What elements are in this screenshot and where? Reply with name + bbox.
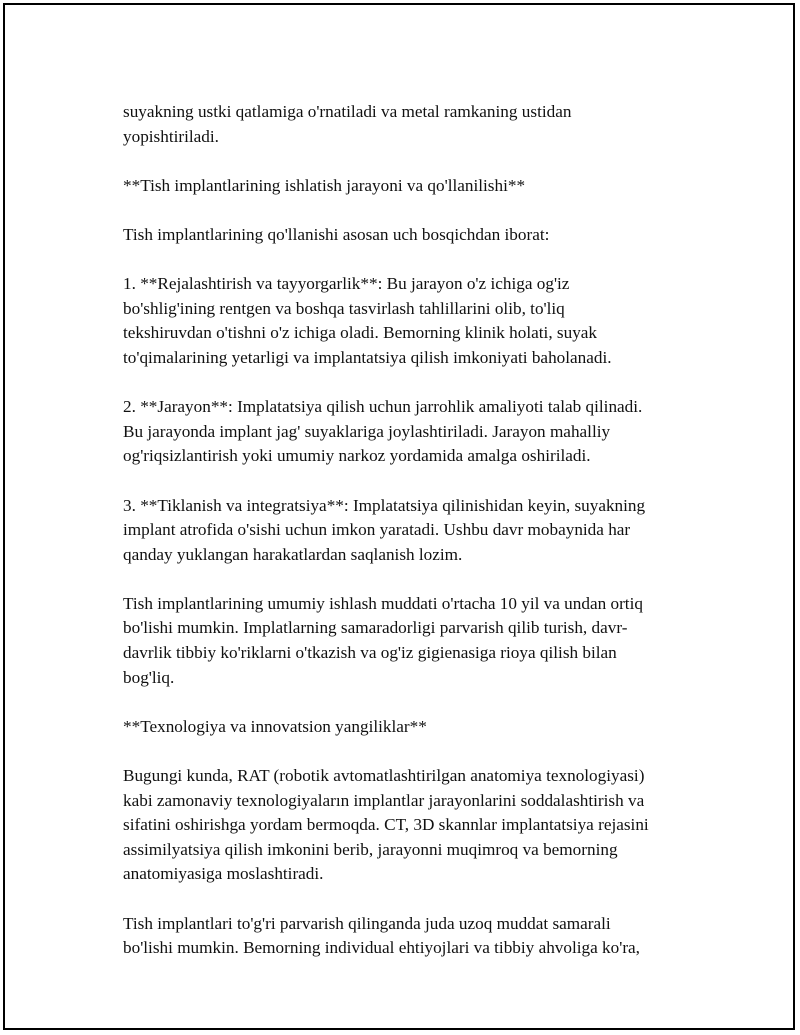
list-item-procedure: 2. **Jarayon**: Implatatsiya qilish uchun jarrohlik amaliyoti talab qilinadi. Bu jarayonda implant jag' suyaklariga joylashtiriladi. Jarayon mahalliy og'riqsizlantirish yoki umumiy narkoz yordamida amalga oshiriladi. — [123, 397, 643, 466]
paragraph-technology: Bugungi kunda, RAT (robotik avtomatlashtirilgan anatomiya texnologiyasi) kabi zamonaviy texnologiyaların implantlar jarayonlarini soddalashtirish va sifatini oshirishga yordam bermoqda. CT, 3D skannlar implantatsiya rejasini assimilyatsiya qilish imkonini berib, jarayonni muqimroq va bemorning anatomiyasiga moslashtiradi. — [123, 766, 649, 884]
list-item-recovery: 3. **Tiklanish va integratsiya**: Implatatsiya qilinishidan keyin, suyakning implant atrofida o'sishi uchun imkon yaratadi. Ushbu davr mobaynida har qanday yuklangan harakatlardan saqlanish lozim. — [123, 495, 646, 564]
paragraph-lifespan: Tish implantlarining umumiy ishlash muddati o'rtacha 10 yil va undan ortiq bo'lishi mumkin. Implatlarning samaradorligi parvarish qilib turish, davr- davrlik tibbiy ko'riklarni o'tkazish va og'iz gigienasiga rioya qilish bilan bog'liq. — [123, 593, 643, 687]
document-body — [123, 100, 693, 985]
paragraph-stages-intro: Tish implantlarining qo'llanishi asosan uch bosqichdan iborat: — [123, 224, 550, 244]
paragraph-conclusion: Tish implantlari to'g'ri parvarish qilinganda juda uzoq muddat samarali bo'lishi mumkin. Bemorning individual ehtiyojlari va tibbiy ahvoliga ko'ra, — [123, 913, 640, 958]
page-frame — [3, 3, 795, 1030]
paragraph-intro-continuation: suyakning ustki qatlamiga o'rnatiladi va metal ramkaning ustidan yopishtiriladi. — [123, 102, 572, 146]
section-heading-technology: **Texnologiya va innovatsion yangiliklar** — [123, 716, 427, 736]
list-item-planning: 1. **Rejalashtirish va tayyorgarlik**: Bu jarayon o'z ichiga og'iz bo'shlig'ining rentgen va boshqa tasvirlash tahlillarini olib, to'liq tekshiruvdan o'tishni o'z ichiga oladi. Bemorning klinik holati, suyak to'qimalarining yetarligi va implantatsiya qilish imkoniyati baholanadi. — [123, 274, 612, 367]
section-heading-usage: **Tish implantlarining ishlatish jarayoni va qo'llanilishi** — [123, 175, 526, 195]
